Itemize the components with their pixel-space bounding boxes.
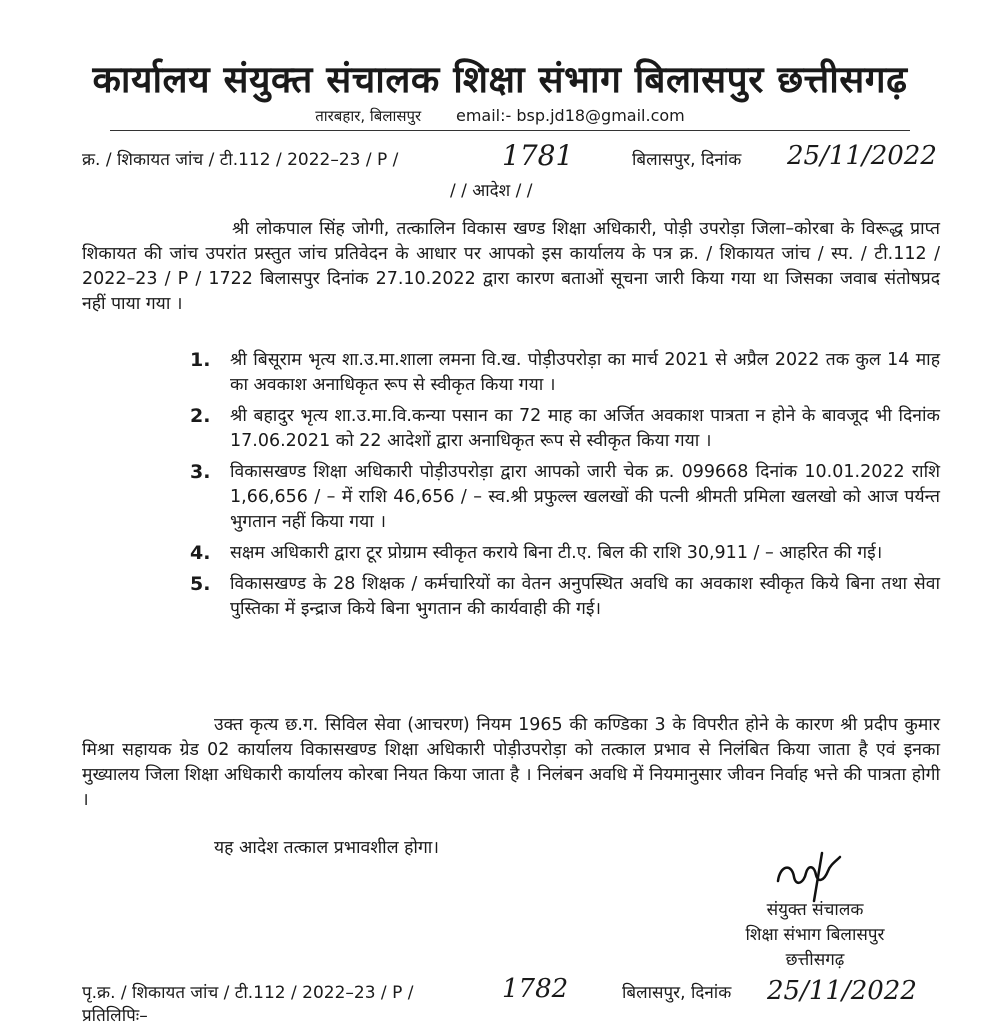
endorsement-number: 1782 — [502, 974, 569, 1004]
signatory-block — [705, 898, 925, 973]
office-subline — [0, 106, 1000, 126]
paragraph-intro: श्री लोकपाल सिंह जोगी, तत्कालिन विकास खण्ड शिक्षा अधिकारी, पोड़ी उपरोड़ा जिला–कोरबा के विरूद्ध प्राप्त शिकायत की जांच उपरांत प्रस्तुत जांच प्रतिवेदन के आधार पर आपको इस कार्यालय के पत्र क्र. / शिकायत जांच / स्प. / टी.112 / 2022–23 / P / 1722 बिलासपुर दिनांक 27.10.2022 द्वारा कारण बताओं सूचना जारी किया गया था जिसका जवाब संतोषप्रद नहीं पाया गया । — [82, 219, 940, 314]
signatory-designation: संयुक्त संचालक — [766, 900, 864, 920]
reference-prefix: क्र. / शिकायत जांच / टी.112 / 2022–23 / P / — [82, 150, 399, 170]
list-item — [190, 572, 940, 622]
office-title: कार्यालय संयुक्त संचालक शिक्षा संभाग बिलासपुर छत्तीसगढ़ — [92, 58, 908, 101]
list-item-number: 5. — [190, 573, 211, 595]
list-item-text: विकासखण्ड के 28 शिक्षक / कर्मचारियों का वेतन अनुपस्थित अवधि का अवकाश स्वीकृत किये बिना तथा सेवा पुस्तिका में इन्द्राज किये बिना भुगतान की कार्यवाही की गई। — [230, 574, 940, 619]
charges-list — [190, 348, 940, 628]
order-heading: / / आदेश / / — [450, 181, 533, 201]
list-item-number: 1. — [190, 349, 211, 371]
reference-line — [82, 139, 942, 172]
office-email: email:- bsp.jd18@gmail.com — [455, 106, 685, 125]
header-divider — [110, 130, 910, 131]
paragraph-suspension: उक्त कृत्य छ.ग. सिविल सेवा (आचरण) नियम 1965 की कण्डिका 3 के विपरीत होने के कारण श्री प्रदीप कुमार मिश्रा सहायक ग्रेड 02 कार्यालय विकासखण्ड शिक्षा अधिकारी पोड़ीउपरोड़ा को तत्काल प्रभाव से निलंबित किया जाता है एवं इनका मुख्यालय जिला शिक्षा अधिकारी कार्यालय कोरबा नियत किया जाता है । निलंबन अवधि में नियमानुसार जीवन निर्वाह भत्ते की पात्रता होगी । — [82, 715, 940, 810]
list-item-number: 2. — [190, 405, 211, 427]
list-item — [190, 404, 940, 454]
list-item — [190, 541, 940, 566]
reference-date: 25/11/2022 — [787, 141, 937, 171]
endorsement-place: बिलासपुर, दिनांक — [622, 983, 732, 1003]
copy-label: प्रतिलिपिः– — [82, 1006, 148, 1026]
paragraph-effective: यह आदेश तत्काल प्रभावशील होगा। — [214, 838, 439, 858]
list-item-text: विकासखण्ड शिक्षा अधिकारी पोड़ीउपरोड़ा द्वारा आपको जारी चेक क्र. 099668 दिनांक 10.01.2022 राशि 1,66,656 / – में राशि 46,656 / – स्व.श्री प्रफुल्ल खलखों की पत्नी श्रीमती प्रमिला खलखो को आज पर्यन्त भुगतान नहीं किया गया । — [230, 462, 940, 532]
reference-place: बिलासपुर, दिनांक — [632, 150, 742, 170]
reference-number: 1781 — [502, 139, 574, 172]
list-item-text: श्री बिसूराम भृत्य शा.उ.मा.शाला लमना वि.ख. पोड़ीउपरोड़ा का मार्च 2021 से अप्रैल 2022 तक कुल 14 माह का अवकाश अनाधिकृत रूप से स्वीकृत किया गया । — [230, 350, 940, 395]
list-item-text: सक्षम अधिकारी द्वारा टूर प्रोग्राम स्वीकृत कराये बिना टी.ए. बिल की राशि 30,911 / – आहरित की गई। — [230, 543, 883, 563]
endorsement-prefix: पृ.क्र. / शिकायत जांच / टी.112 / 2022–23 / P / — [82, 983, 414, 1003]
list-item-number: 4. — [190, 542, 211, 564]
handwritten-signature — [770, 843, 850, 903]
endorsement-line — [82, 974, 962, 1006]
signatory-office: शिक्षा संभाग बिलासपुर — [745, 925, 885, 945]
office-address: तारबहार, बिलासपुर — [315, 107, 422, 125]
list-item-text: श्री बहादुर भृत्य शा.उ.मा.वि.कन्या पसान का 72 माह का अर्जित अवकाश पात्रता न होने के बावजूद भी दिनांक 17.06.2021 को 22 आदेशों द्वारा अनाधिकृत रूप से स्वीकृत किया गया । — [230, 406, 940, 451]
endorsement-date: 25/11/2022 — [767, 976, 917, 1006]
list-item — [190, 348, 940, 398]
signatory-state: छत्तीसगढ़ — [785, 950, 845, 970]
list-item — [190, 460, 940, 535]
list-item-number: 3. — [190, 461, 211, 483]
